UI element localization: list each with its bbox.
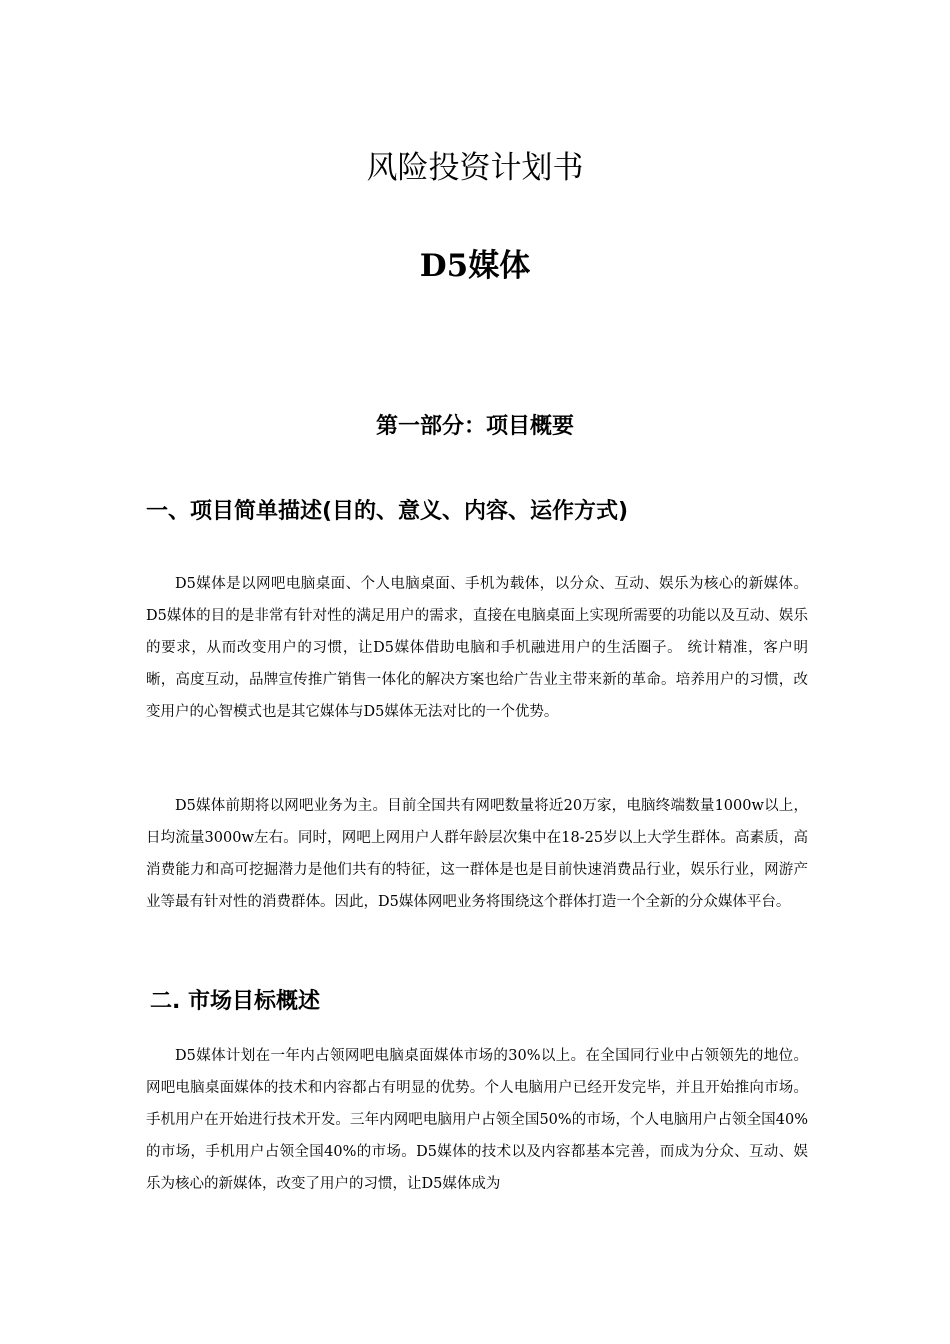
- paragraph-project-description-1: D5媒体是以网吧电脑桌面、个人电脑桌面、手机为载体，以分众、互动、娱乐为核心的新媒体。 D5媒体的目的是非常有针对性的满足用户的需求，直接在电脑桌面上实现所需要的功能以及互动、娱乐的要求，从而改变用户的习惯，让D5媒体借助电脑和手机融进用户的生活圈子。 统计精准，客户明晰，高度互动，品牌宣传推广销售一体化的解决方案也给广告业主带来新的革命。培养用户的习惯，改变用户的心智模式也是其它媒体与D5媒体无法对比的一个优势。: [146, 576, 808, 720]
- paragraph-project-description-2: D5媒体前期将以网吧业务为主。目前全国共有网吧数量将近20万家，电脑终端数量1000w以上，日均流量3000w左右。同时，网吧上网用户人群年龄层次集中在18-25岁以上大学生群体。高素质，高消费能力和高可挖掘潜力是他们共有的特征，这一群体是也是目前快速消费品行业，娱乐行业，网游产业等最有针对性的消费群体。因此，D5媒体网吧业务将围绕这个群体打造一个全新的分众媒体平台。: [146, 798, 808, 910]
- section-heading-market-target: 二. 市场目标概述: [150, 989, 321, 1014]
- document-subtitle: D5媒体: [419, 248, 531, 284]
- paragraph-market-target-1: D5媒体计划在一年内占领网吧电脑桌面媒体市场的30%以上。在全国同行业中占领领先的地位。网吧电脑桌面媒体的技术和内容都占有明显的优势。个人电脑用户已经开发完毕，并且开始推向市场。手机用户在开始进行技术开发。三年内网吧电脑用户占领全国50%的市场，个人电脑用户占领全国40%的市场，手机用户占领全国40%的市场。D5媒体的技术以及内容都基本完善，而成为分众、互动、娱乐为核心的新媒体，改变了用户的习惯，让D5媒体成为: [146, 1048, 808, 1192]
- part-heading: 第一部分：项目概要: [375, 414, 574, 439]
- document-title: 风险投资计划书: [366, 150, 584, 186]
- section-heading-project-description: 一、项目简单描述(目的、意义、内容、运作方式): [146, 499, 629, 524]
